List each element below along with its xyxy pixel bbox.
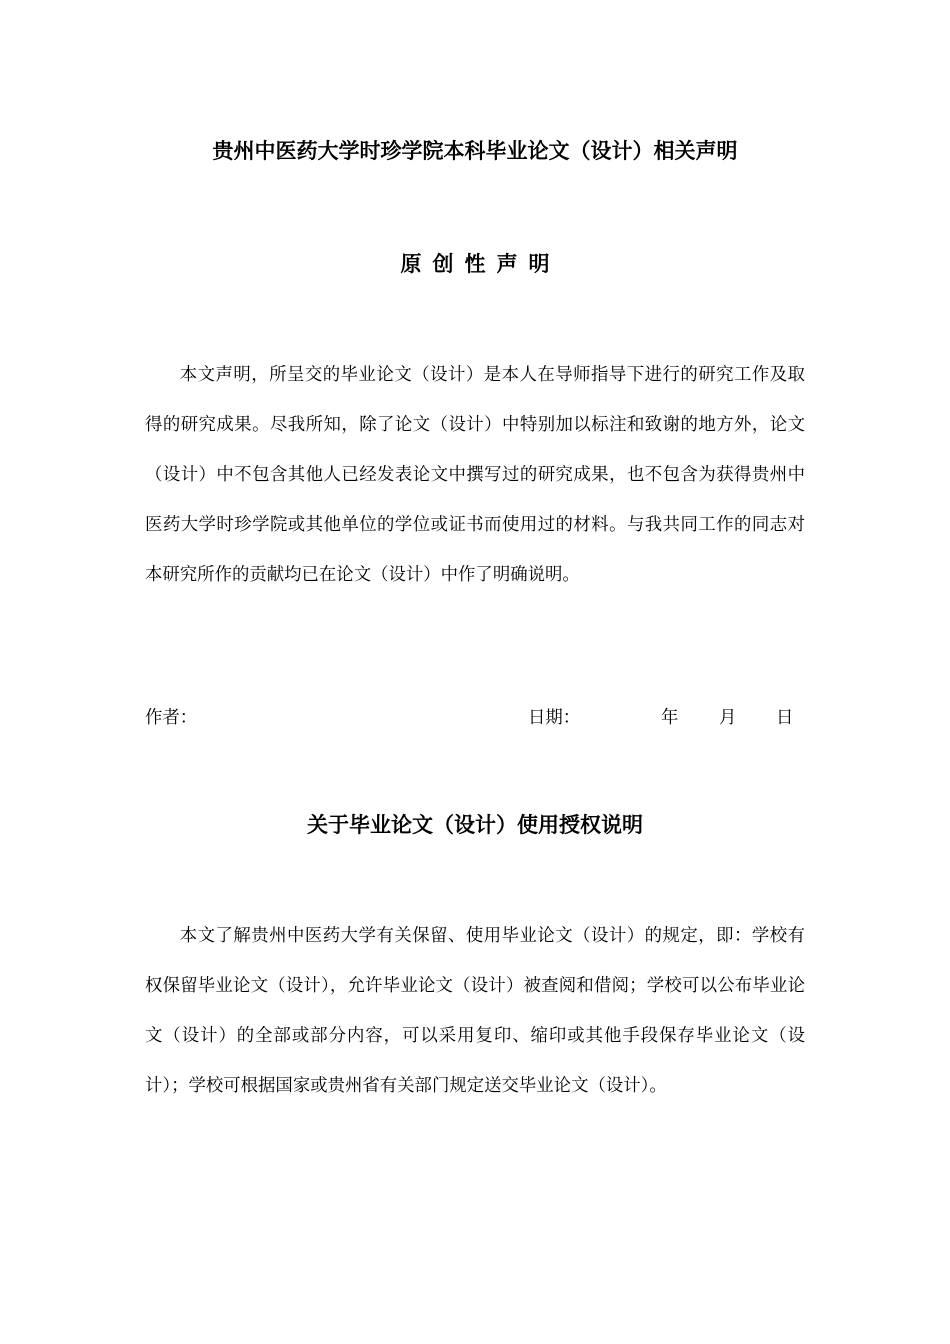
authorization-heading: 关于毕业论文（设计）使用授权说明	[307, 813, 643, 837]
author-label: 作者：	[145, 708, 198, 728]
month-label: 月	[719, 708, 737, 728]
originality-heading: 原创性声明	[400, 252, 561, 276]
date-label: 日期：	[528, 708, 581, 728]
signature-line	[145, 703, 805, 733]
document-title: 贵州中医药大学时珍学院本科毕业论文（设计）相关声明	[212, 139, 738, 163]
year-label: 年	[661, 708, 679, 728]
originality-statement-paragraph: 本文声明，所呈交的毕业论文（设计）是本人在导师指导下进行的研究工作及取得的研究成果。尽我所知，除了论文（设计）中特别加以标注和致谢的地方外，论文（设计）中不包含其他人已经发表论文中撰写过的研究成果，也不包含为获得贵州中医药大学时珍学院或其他单位的学位或证书而使用过的材料。与我共同工作的同志对本研究所作的贡献均已在论文（设计）中作了明确说明。	[145, 365, 805, 585]
authorization-statement-paragraph: 本文了解贵州中医药大学有关保留、使用毕业论文（设计）的规定，即：学校有权保留毕业论文（设计），允许毕业论文（设计）被查阅和借阅；学校可以公布毕业论文（设计）的全部或部分内容，可以采用复印、缩印或其他手段保存毕业论文（设计）；学校可根据国家或贵州省有关部门规定送交毕业论文（设计）。	[145, 926, 805, 1096]
day-label: 日	[776, 708, 794, 728]
